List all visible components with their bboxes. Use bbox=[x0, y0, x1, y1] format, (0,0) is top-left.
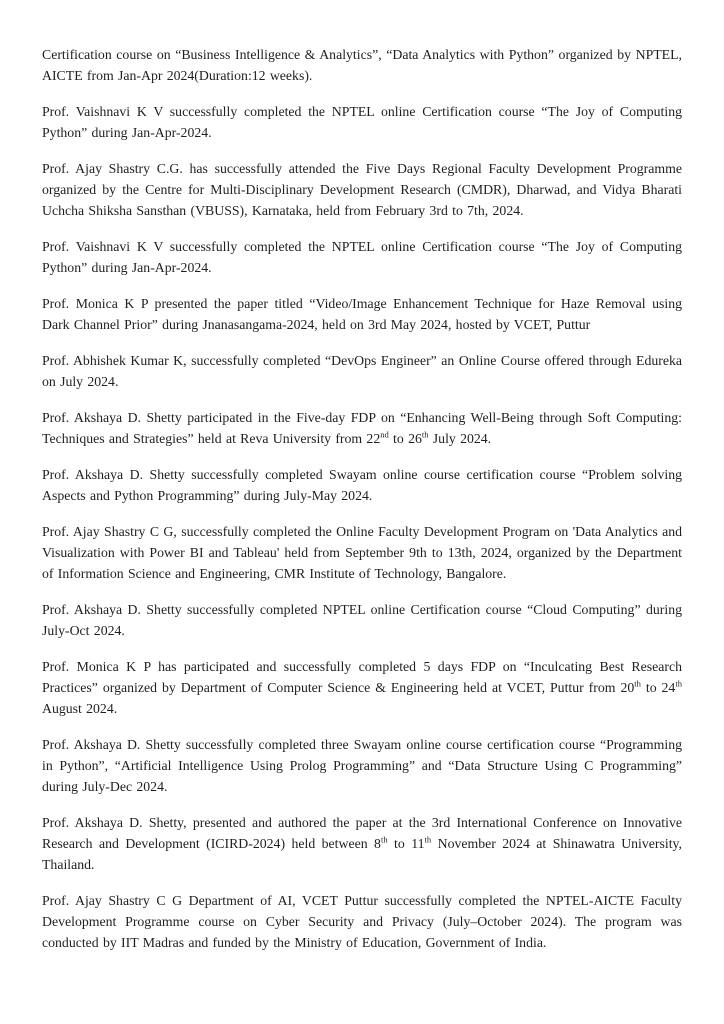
text-segment: Prof. Akshaya D. Shetty successfully completed three Swayam online course certification course “Programming in Python”, “Artificial Intelligence Using Prolog Programming” and “Data Structure Using C Programming” during July-Dec 2024. bbox=[42, 737, 682, 794]
text-segment: Prof. Monica K P presented the paper titled “Video/Image Enhancement Technique for Haze Removal using Dark Channel Prior” during Jnanasangama-2024, held on 3rd May 2024, hosted by VCET, Puttur bbox=[42, 296, 682, 332]
paragraph bbox=[42, 890, 682, 953]
paragraph bbox=[42, 101, 682, 143]
paragraph bbox=[42, 464, 682, 506]
text-segment: to 26 bbox=[388, 431, 422, 446]
text-segment: Prof. Akshaya D. Shetty successfully completed Swayam online course certification course “Problem solving Aspects and Python Programming” during July-May 2024. bbox=[42, 467, 682, 503]
paragraph bbox=[42, 656, 682, 719]
superscript-ordinal: th bbox=[424, 834, 432, 845]
text-segment: November 2024 at Shinawatra University, Thailand. bbox=[42, 836, 682, 872]
paragraph bbox=[42, 44, 682, 86]
text-segment: Prof. Akshaya D. Shetty successfully completed NPTEL online Certification course “Cloud Computing” during July-Oct 2024. bbox=[42, 602, 682, 638]
paragraph-list bbox=[42, 44, 682, 953]
superscript-ordinal: nd bbox=[380, 429, 389, 440]
text-segment: Prof. Ajay Shastry C G Department of AI, VCET Puttur successfully completed the NPTEL-AICTE Faculty Development Programme course on Cyber Security and Privacy (July–October 2024). The program was conducted by IIT Madras and funded by the Ministry of Education, Government of India. bbox=[42, 893, 682, 950]
text-segment: Prof. Akshaya D. Shetty participated in the Five-day FDP on “Enhancing Well-Being through Soft Computing: Techniques and Strategies” held at Reva University from 22 bbox=[42, 410, 682, 446]
paragraph bbox=[42, 521, 682, 584]
text-segment: Prof. Ajay Shastry C.G. has successfully attended the Five Days Regional Faculty Development Programme organized by the Centre for Multi-Disciplinary Development Research (CMDR), Dharwad, and Vidya Bharati Uchcha Shiksha Sansthan (VBUSS), Karnataka, held from February 3rd to 7th, 2024. bbox=[42, 161, 682, 218]
paragraph bbox=[42, 812, 682, 875]
paragraph bbox=[42, 407, 682, 449]
text-segment: Prof. Ajay Shastry C G, successfully completed the Online Faculty Development Program on 'Data Analytics and Visualization with Power BI and Tableau' held from September 9th to 13th, 2024, organized by the Department of Information Science and Engineering, CMR Institute of Technology, Bangalore. bbox=[42, 524, 682, 581]
text-segment: Prof. Monica K P has participated and successfully completed 5 days FDP on “Inculcating Best Research Practices” organized by Department of Computer Science & Engineering held at VCET, Puttur from 20 bbox=[42, 659, 682, 695]
text-segment: July 2024. bbox=[428, 431, 492, 446]
superscript-ordinal: th bbox=[421, 429, 429, 440]
text-segment: August 2024. bbox=[42, 701, 118, 716]
text-segment: Prof. Akshaya D. Shetty, presented and authored the paper at the 3rd International Conference on Innovative Research and Development (ICIRD-2024) held between 8 bbox=[42, 815, 682, 851]
paragraph bbox=[42, 350, 682, 392]
superscript-ordinal: th bbox=[380, 834, 388, 845]
text-segment: to 24 bbox=[640, 680, 676, 695]
paragraph bbox=[42, 293, 682, 335]
paragraph bbox=[42, 599, 682, 641]
text-segment: Prof. Vaishnavi K V successfully completed the NPTEL online Certification course “The Joy of Computing Python” during Jan-Apr-2024. bbox=[42, 239, 682, 275]
superscript-ordinal: th bbox=[634, 678, 641, 689]
text-segment: Prof. Abhishek Kumar K, successfully completed “DevOps Engineer” an Online Course offered through Edureka on July 2024. bbox=[42, 353, 682, 389]
text-segment: Certification course on “Business Intelligence & Analytics”, “Data Analytics with Python” organized by NPTEL, AICTE from Jan-Apr 2024(Duration:12 weeks). bbox=[42, 47, 682, 83]
paragraph bbox=[42, 236, 682, 278]
text-segment: to 11 bbox=[387, 836, 425, 851]
superscript-ordinal: th bbox=[675, 678, 682, 689]
paragraph bbox=[42, 158, 682, 221]
text-segment: Prof. Vaishnavi K V successfully completed the NPTEL online Certification course “The Joy of Computing Python” during Jan-Apr-2024. bbox=[42, 104, 682, 140]
paragraph bbox=[42, 734, 682, 797]
